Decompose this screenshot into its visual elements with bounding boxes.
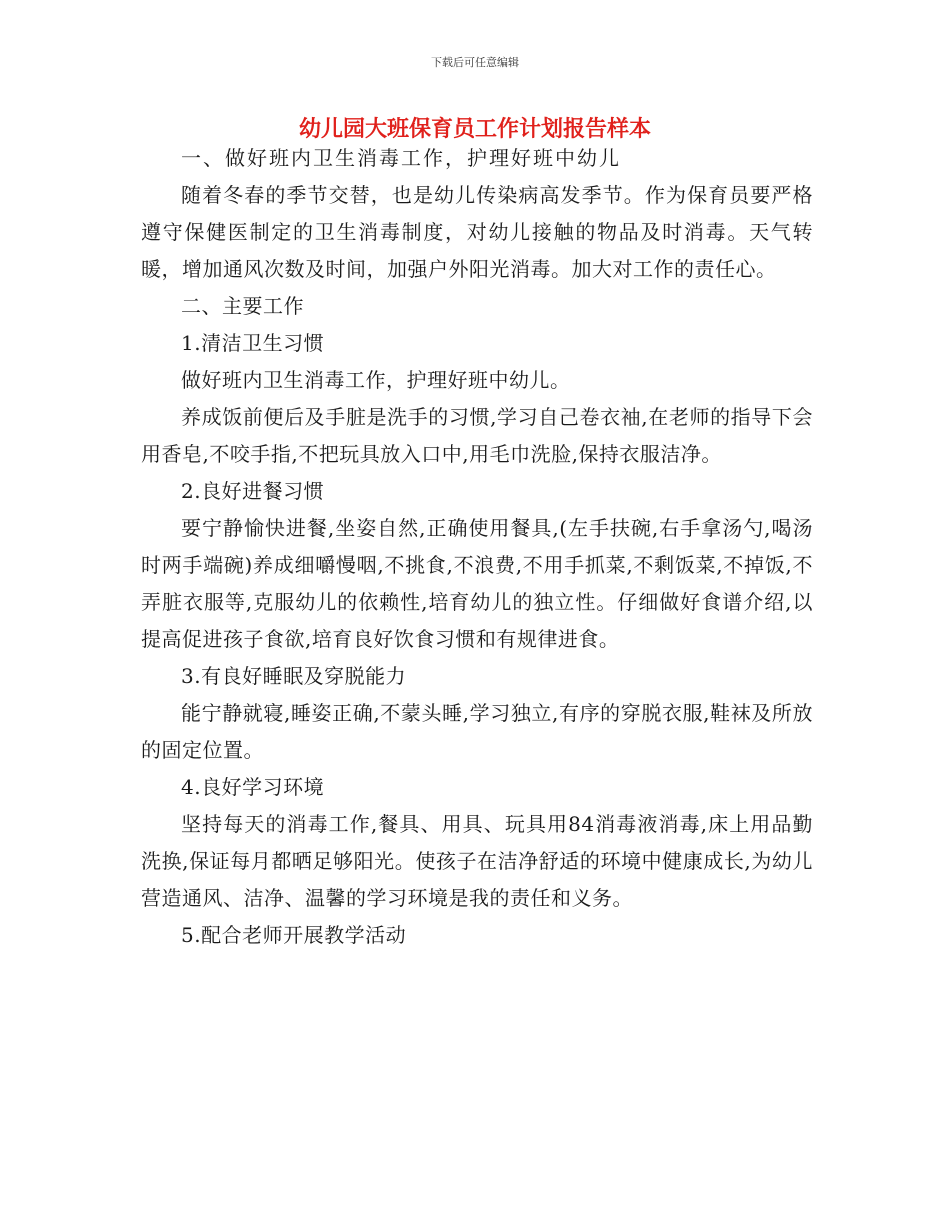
paragraph: 做好班内卫生消毒工作，护理好班中幼儿。 — [181, 368, 571, 392]
paragraph: 随着冬春的季节交替，也是幼儿传染病高发季节。作为保育员要严格遵守保健医制定的卫生消毒制度，对幼儿接触的物品及时消毒。天气转暖，增加通风次数及时间，加强户外阳光消毒。加大对工作的责任心。 — [141, 183, 813, 281]
subheading: 5.配合老师开展教学活动 — [181, 923, 407, 947]
header-note: 下载后可任意编辑 — [431, 56, 519, 69]
paragraph: 要宁静愉快进餐,坐姿自然,正确使用餐具,(左手扶碗,右手拿汤勺,喝汤时两手端碗)养成细嚼慢咽,不挑食,不浪费,不用手抓菜,不剩饭菜,不掉饭,不弄脏衣服等,克服幼儿的依赖性,培育幼儿的独立性。仔细做好食谱介绍,以提高促进孩子食欲,培育良好饮食习惯和有规律进食。 — [141, 516, 813, 651]
section-heading-2: 二、主要工作 — [181, 294, 304, 318]
paragraph: 能宁静就寝,睡姿正确,不蒙头睡,学习独立,有序的穿脱衣服,鞋袜及所放的固定位置。 — [141, 701, 813, 762]
document-body — [141, 140, 813, 954]
subheading: 3.有良好睡眠及穿脱能力 — [181, 664, 407, 688]
paragraph: 养成饭前便后及手脏是洗手的习惯,学习自己卷衣袖,在老师的指导下会用香皂,不咬手指,不把玩具放入口中,用毛巾洗脸,保持衣服洁净。 — [141, 405, 813, 466]
paragraph: 坚持每天的消毒工作,餐具、用具、玩具用84消毒液消毒,床上用品勤洗换,保证每月都晒足够阳光。使孩子在洁净舒适的环境中健康成长,为幼儿营造通风、洁净、温馨的学习环境是我的责任和义务。 — [141, 812, 813, 910]
subheading: 2.良好进餐习惯 — [181, 479, 325, 503]
subheading: 1.清洁卫生习惯 — [181, 331, 325, 355]
section-heading-1: 一、做好班内卫生消毒工作，护理好班中幼儿 — [181, 146, 621, 170]
subheading: 4.良好学习环境 — [181, 775, 325, 799]
document-title: 幼儿园大班保育员工作计划报告样本 — [298, 116, 651, 142]
